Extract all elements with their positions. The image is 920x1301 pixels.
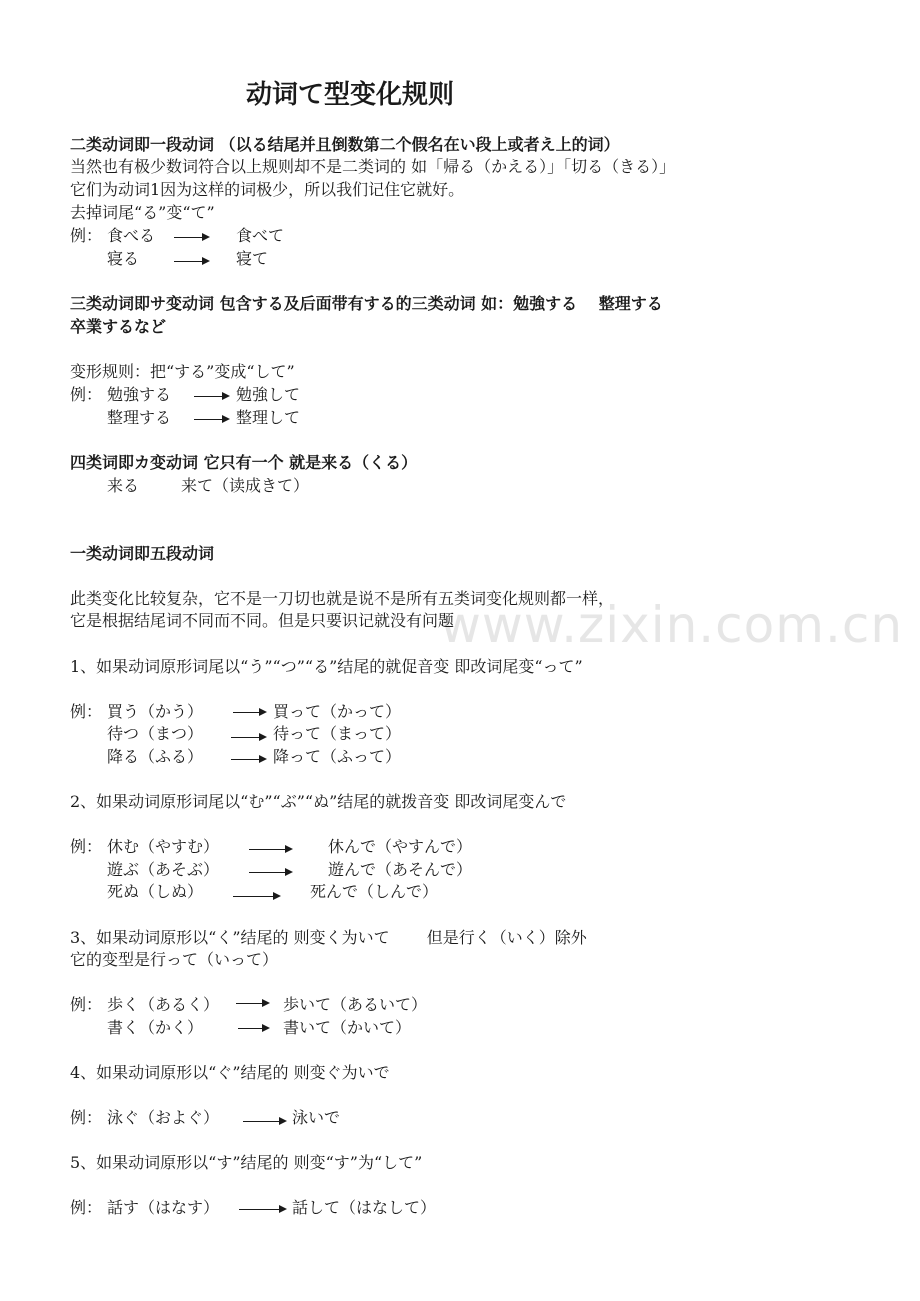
example-from: 休む（やすむ）: [107, 837, 220, 856]
arrow-icon: [236, 1003, 268, 1004]
example-to: 歩いて（あるいて）: [283, 995, 428, 1014]
page-title: 动词て型变化规则: [246, 80, 455, 110]
type1-intro2: 它是根据结尾词不同而不同。但是只要识记就没有问题: [70, 611, 455, 630]
watermark: www.zixin.com.cn: [440, 596, 904, 654]
arrow-icon: [174, 237, 208, 238]
example-from: 寝る: [107, 249, 140, 268]
example-prefix: 例：: [70, 702, 103, 721]
example-to: 死んで（しんで）: [310, 882, 439, 901]
rule3: 3、如果动词原形以“く”结尾的 则变く为いて 但是行く（いく）除外: [70, 928, 587, 947]
example-from: 整理する: [107, 408, 172, 427]
example-to: 遊んで（あそんで）: [328, 860, 473, 879]
example-from: 書く（かく）: [107, 1018, 204, 1037]
arrow-icon: [231, 759, 265, 760]
rule4: 4、如果动词原形以“ぐ”结尾的 则变ぐ为いで: [70, 1063, 390, 1082]
example-to: 来て（读成きて）: [181, 476, 310, 495]
rule2: 2、如果动词原形词尾以“む”“ぶ”“ぬ”结尾的就拨音变 即改词尾变んで: [70, 792, 567, 811]
example-to: 書いて（かいて）: [283, 1018, 412, 1037]
type4-heading: 四类词即カ变动词 它只有一个 就是来る（くる）: [70, 453, 418, 472]
example-to: 休んで（やすんで）: [328, 837, 473, 856]
arrow-icon: [194, 419, 228, 420]
example-from: 遊ぶ（あそぶ）: [107, 860, 220, 879]
example-from: 歩く（あるく）: [107, 995, 220, 1014]
type3-rule: 变形规则：把“する”变成“して”: [70, 362, 295, 381]
example-from: 食べる: [107, 226, 156, 245]
example-prefix: 例：: [70, 837, 103, 856]
type3-heading: 三类动词即サ变动词 包含する及后面带有する的三类动词 如：勉強する 整理する: [70, 294, 663, 313]
example-to: 泳いで: [292, 1108, 341, 1127]
example-from: 待つ（まつ）: [107, 724, 204, 743]
type1-heading: 一类动词即五段动词: [70, 544, 215, 563]
arrow-icon: [239, 1209, 285, 1210]
arrow-icon: [233, 712, 265, 713]
arrow-icon: [243, 1121, 285, 1122]
arrow-icon: [231, 737, 265, 738]
example-to: 話して（はなして）: [292, 1198, 437, 1217]
example-from: 来る: [107, 476, 140, 495]
type2-heading: 二类动词即一段动词 （以る结尾并且倒数第二个假名在い段上或者え上的词）: [70, 135, 620, 154]
example-from: 死ぬ（しぬ）: [107, 882, 204, 901]
example-prefix: 例：: [70, 995, 103, 1014]
example-prefix: 例：: [70, 385, 103, 404]
example-to: 買って（かって）: [273, 702, 402, 721]
example-prefix: 例：: [70, 226, 103, 245]
example-prefix: 例：: [70, 1198, 103, 1217]
example-to: 勉強して: [236, 385, 301, 404]
example-from: 降る（ふる）: [107, 747, 204, 766]
example-from: 泳ぐ（およぐ）: [107, 1108, 220, 1127]
example-to: 寝て: [236, 249, 269, 268]
arrow-icon: [249, 849, 291, 850]
arrow-icon: [249, 872, 291, 873]
arrow-icon: [233, 896, 279, 897]
example-to: 降って（ふって）: [273, 747, 402, 766]
arrow-icon: [194, 396, 228, 397]
rule3-cont: 它的变型是行って（いって）: [70, 950, 279, 969]
example-from: 話す（はなす）: [107, 1198, 220, 1217]
type2-line1: 当然也有极少数词符合以上规则却不是二类词的 如「帰る（かえる）」「切る（きる）」: [70, 157, 676, 176]
example-from: 勉強する: [107, 385, 172, 404]
example-to: 食べて: [236, 226, 285, 245]
rule5: 5、如果动词原形以“す”结尾的 则变“す”为“して”: [70, 1153, 423, 1172]
type2-rule: 去掉词尾“る”变“て”: [70, 203, 215, 222]
example-from: 買う（かう）: [107, 702, 204, 721]
arrow-icon: [238, 1028, 268, 1029]
type2-line2: 它们为动词1因为这样的词极少，所以我们记住它就好。: [70, 180, 465, 199]
example-to: 待って（まって）: [273, 724, 402, 743]
type1-intro1: 此类变化比较复杂，它不是一刀切也就是说不是所有五类词变化规则都一样，: [70, 589, 615, 608]
arrow-icon: [174, 261, 208, 262]
example-prefix: 例：: [70, 1108, 103, 1127]
type3-heading-cont: 卒業するなど: [70, 317, 167, 336]
example-to: 整理して: [236, 408, 301, 427]
rule1: 1、如果动词原形词尾以“う”“つ”“る”结尾的就促音变 即改词尾变“って”: [70, 657, 583, 676]
